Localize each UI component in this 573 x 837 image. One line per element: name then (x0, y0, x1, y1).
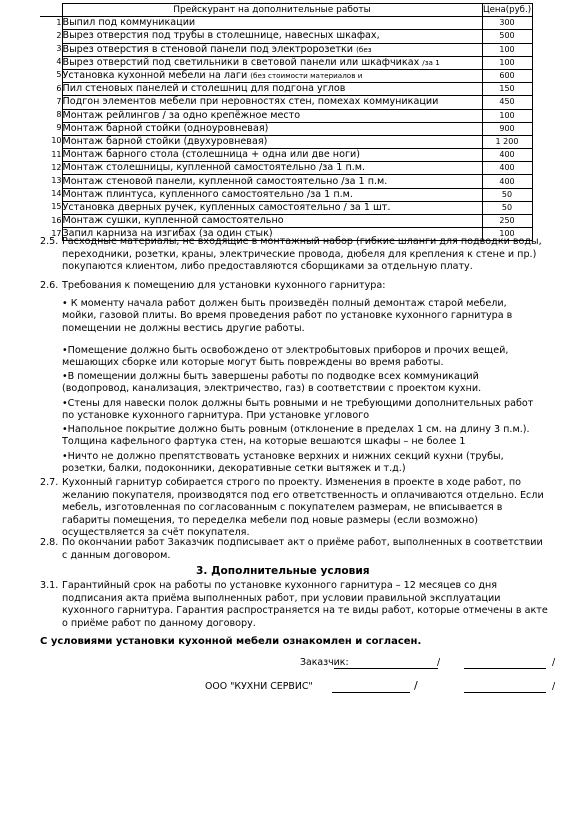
row-number: 8 (40, 109, 62, 122)
section-2-5-text: Расходные материалы, не входящие в монтажный набор (гибкие шланги для подводки воды, переходники, розетки, краны, электрические провода, дюбеля для крепления к стене и пр.) покупаются клиентом, либо предоставляются сборщиками за отдельную плату. (62, 236, 542, 273)
service-name-text: Монтаж столешницы, купленной самостоятельно /за 1 п.м. (62, 162, 366, 174)
price-row (40, 43, 532, 56)
service-price: 100 (482, 43, 532, 56)
price-row (40, 201, 532, 214)
price-row (40, 69, 532, 82)
section-2-5-number: 2.5. (40, 236, 59, 247)
service-name-text: Установка дверных ручек, купленных самостоятельно / за 1 шт. (62, 201, 391, 213)
service-name (62, 162, 482, 175)
price-row (40, 135, 532, 148)
row-number: 6 (40, 83, 62, 96)
company-slash: / (414, 679, 418, 692)
requirement-item: •Стены для навески полок должны быть ровными и не требующими дополнительных работ по установке кухонного гарнитура. При установке углового (62, 398, 534, 422)
service-note: (без стоимости материалов и (250, 71, 363, 81)
row-number: 7 (40, 96, 62, 109)
service-price: 450 (482, 96, 532, 109)
service-price: 300 (482, 17, 532, 30)
requirement-item: • К моменту начала работ должен быть произведён полный демонтаж старой мебели, мойки, газовой плиты. Во время проведения работ по установке кухонного гарнитура в помещении не должны вестись другие работы. (62, 298, 513, 334)
requirement-item: •Напольное покрытие должно быть ровным (отклонение в пределах 1 см. на длину 3 п.м.). Толщина кафельного фартука стен, на которые вешаются шкафы – не более 1 (62, 424, 530, 448)
service-name-text: Монтаж стеновой панели, купленной самостоятельно /за 1 п.м. (62, 175, 388, 187)
service-price: 50 (482, 201, 532, 214)
row-number: 17 (40, 228, 62, 241)
row-number: 14 (40, 188, 62, 201)
price-row (40, 149, 532, 162)
service-name-text: Вырез отверстий под светильники в световой панели или шкафчиках (62, 56, 423, 68)
section-2-7-number: 2.7. (40, 477, 59, 488)
header-number-cell (40, 4, 62, 17)
price-row (40, 122, 532, 135)
requirement-item: •В помещении должны быть завершены работы по подводке всех коммуникаций (водопровод, канализация, электричество, газ) в соответствии с проектом кухни. (62, 371, 482, 395)
price-row (40, 175, 532, 188)
service-name (62, 149, 482, 162)
service-price: 900 (482, 122, 532, 135)
service-name-text: Выпил под коммуникации (62, 17, 196, 29)
price-row (40, 96, 532, 109)
service-name (62, 122, 482, 135)
service-price: 100 (482, 56, 532, 69)
customer-end-slash: / (552, 657, 556, 668)
service-name (62, 215, 482, 228)
price-row (40, 17, 532, 30)
service-name (62, 109, 482, 122)
price-row (40, 83, 532, 96)
agreement-statement: С условиями установки кухонной мебели ознакомлен и согласен. (40, 636, 422, 647)
customer-name-line[interactable] (464, 668, 546, 669)
row-number: 16 (40, 215, 62, 228)
service-name (62, 43, 482, 56)
service-name-text: Монтаж плинтуса, купленного самостоятельно /за 1 п.м. (62, 188, 353, 200)
service-note: (без (356, 44, 372, 54)
service-name (62, 96, 482, 109)
service-name-text: Монтаж барного стола (столешница + одна или две ноги) (62, 149, 360, 161)
service-price: 400 (482, 149, 532, 162)
section-3-1-number: 3.1. (40, 580, 59, 591)
price-row (40, 56, 532, 69)
price-row (40, 162, 532, 175)
service-name-text: Вырез отверстия в стеновой панели под электророзетки (62, 43, 357, 55)
service-name (62, 135, 482, 148)
section-2-7-text: Кухонный гарнитур собирается строго по проекту. Изменения в проекте в ходе работ, по желанию покупателя, производятся под его ответственность и оплачиваются отдельно. Если мебель, изготовленная по согласованным с покупателем размерам, не вписывается в габариты помещения, то переделка мебели под новые размеры (если возможно) осуществляется за счёт покупателя. (62, 477, 544, 537)
price-table (40, 3, 533, 241)
service-name-text: Установка кухонной мебели на лаги (62, 70, 251, 82)
service-name (62, 175, 482, 188)
price-row (40, 188, 532, 201)
company-signature-line[interactable] (332, 692, 410, 693)
price-row (40, 109, 532, 122)
row-number: 4 (40, 56, 62, 69)
company-end-slash: / (552, 681, 556, 692)
service-price: 1 200 (482, 135, 532, 148)
service-name (62, 30, 482, 43)
service-note: /за 1 (422, 57, 440, 67)
customer-slash: / (437, 657, 441, 668)
header-name: Прейскурант на дополнительные работы (62, 4, 482, 17)
row-number: 15 (40, 201, 62, 214)
customer-label: Заказчик: (300, 657, 349, 668)
company-name-line[interactable] (464, 692, 546, 693)
row-number: 3 (40, 43, 62, 56)
row-number: 9 (40, 122, 62, 135)
service-name (62, 17, 482, 30)
section-2-8-number: 2.8. (40, 537, 59, 548)
customer-signature-line[interactable] (334, 668, 438, 669)
service-name-text: Вырез отверстия под трубы в столешнице, навесных шкафах, (62, 30, 380, 42)
price-table-header (40, 4, 532, 17)
row-number: 10 (40, 135, 62, 148)
service-name-text: Пил стеновых панелей и столешниц для подгона углов (62, 83, 346, 95)
row-number: 2 (40, 30, 62, 43)
service-price: 100 (482, 109, 532, 122)
row-number: 13 (40, 175, 62, 188)
requirement-item: •Помещение должно быть освобождено от электробытовых приборов и прочих вещей, мешающих сборке или которые могут быть повреждены во время работы. (62, 345, 509, 369)
service-price: 400 (482, 175, 532, 188)
requirement-item: •Ничто не должно препятствовать установке верхних и нижних секций кухни (трубы, розетки, балки, подоконники, декоративные сетки вытяжек и т.д.) (62, 451, 504, 475)
price-row (40, 30, 532, 43)
company-label: ООО "КУХНИ СЕРВИС" (205, 681, 313, 692)
row-number: 11 (40, 149, 62, 162)
service-price: 50 (482, 188, 532, 201)
service-name-text: Монтаж барной стойки (одноуровневая) (62, 122, 269, 134)
service-price: 150 (482, 83, 532, 96)
section-2-6-number: 2.6. (40, 280, 59, 291)
section-3-heading: 3. Дополнительные условия (196, 565, 370, 577)
row-number: 5 (40, 69, 62, 82)
price-row (40, 215, 532, 228)
service-name-text: Монтаж сушки, купленной самостоятельно (62, 215, 284, 227)
service-name-text: Запил карниза на изгибах (за один стык) (62, 228, 273, 240)
service-price: 100 (482, 228, 532, 241)
service-name (62, 69, 482, 82)
service-name (62, 201, 482, 214)
service-name-text: Подгон элементов мебели при неровностях стен, помехах коммуникации (62, 96, 439, 108)
service-name-text: Монтаж рейлингов / за одно крепёжное место (62, 109, 301, 121)
section-2-8-text: По окончании работ Заказчик подписывает акт о приёме работ, выполненных в соответствии с данным договором. (62, 537, 543, 561)
service-name (62, 83, 482, 96)
service-price: 400 (482, 162, 532, 175)
row-number: 1 (40, 17, 62, 30)
service-name-text: Монтаж барной стойки (двухуровневая) (62, 135, 268, 147)
service-price: 600 (482, 69, 532, 82)
header-price: Цена(руб.) (482, 5, 532, 16)
service-price: 500 (482, 30, 532, 43)
service-name (62, 56, 482, 69)
service-price: 250 (482, 215, 532, 228)
service-name (62, 188, 482, 201)
section-3-1-text: Гарантийный срок на работы по установке кухонного гарнитура – 12 месяцев со дня подписания акта приёма выполненных работ, при условии правильной эксплуатации кухонного гарнитура. Гарантия распространяется на те виды работ, которые отмечены в акте о приёме работ по данному договору. (62, 580, 548, 629)
row-number: 12 (40, 162, 62, 175)
section-2-6-text: Требования к помещению для установки кухонного гарнитура: (62, 280, 386, 291)
